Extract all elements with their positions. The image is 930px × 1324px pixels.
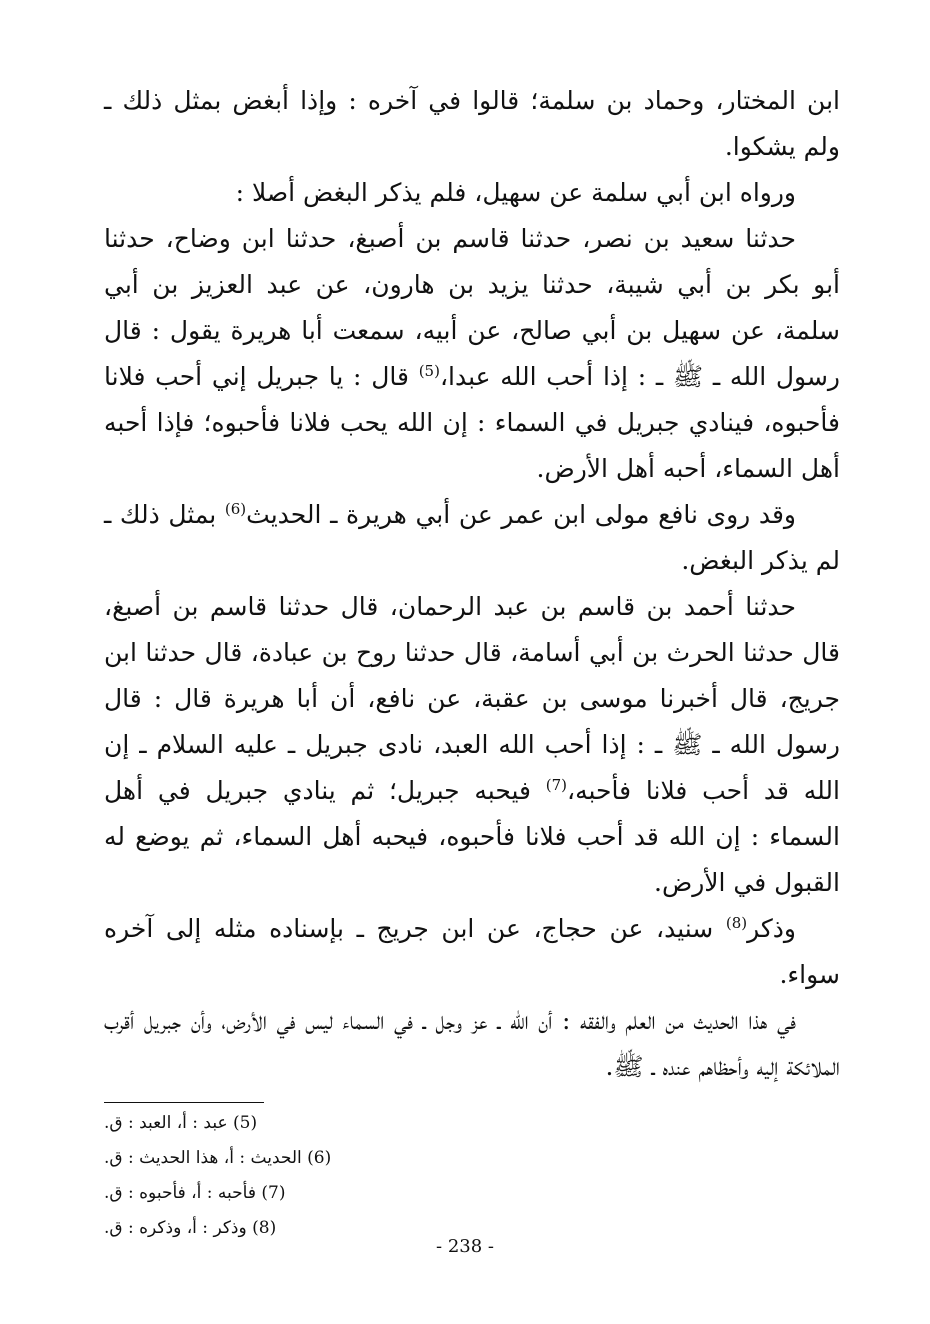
- text-run: فيحبه جبريل؛ ثم ينادي جبريل في أهل السماء : إن الله قد أحب فلانا فأحبوه، فيحبه أهل السماء، ثم يوضع له القبول في الأرض.: [104, 776, 840, 897]
- paragraph-4: [104, 492, 840, 584]
- footnote-reference: (5): [418, 362, 440, 380]
- footnote-separator-wrap: [104, 1090, 840, 1106]
- paragraph-6: [104, 906, 840, 998]
- footnote-7: (7) فأحبه : أ، فأحبوه : ق.: [104, 1183, 286, 1203]
- text-run: سنيد، عن حجاج، عن ابن جريج ـ بإسناده مثله إلى آخره سواء.: [104, 914, 840, 989]
- footnote-reference: (8): [725, 914, 748, 932]
- footnote-6: (6) الحديث : أ، هذا الحديث : ق.: [104, 1148, 332, 1168]
- page-number: - 238 -: [436, 1236, 494, 1257]
- footnote-5: (5) عبد : أ، العبد : ق.: [104, 1113, 258, 1133]
- footnotes: [104, 1106, 840, 1246]
- text-run: ابن المختار، وحماد بن سلمة؛ قالوا في آخره : وإذا أبغض بمثل ذلك ـ ولم يشكوا.: [104, 86, 840, 161]
- text-run: وذكر: [747, 914, 796, 943]
- footnote-reference: (7): [545, 776, 568, 794]
- text-run: ورواه ابن أبي سلمة عن سهيل، فلم يذكر البغض أصلا :: [235, 178, 796, 207]
- footnote-separator: [104, 1102, 264, 1103]
- paragraph-7: [104, 998, 840, 1090]
- footnote-reference: (6): [224, 500, 247, 518]
- paragraph-5: [104, 584, 840, 906]
- paragraph-3: [104, 216, 840, 492]
- text-run: بمثل ذلك ـ لم يذكر البغض.: [104, 500, 840, 575]
- footnote-8: (8) وذكر : أ، وذكره : ق.: [104, 1218, 277, 1238]
- document-page: [104, 78, 840, 1246]
- text-run: قال : يا جبريل إني أحب فلانا فأحبوه، فينادي جبريل في السماء : إن الله يحب فلانا فأحبوه؛ فإذا أحبه أهل السماء، أحبه أهل الأرض.: [104, 362, 840, 483]
- text-run: حدثنا أحمد بن قاسم بن عبد الرحمان، قال حدثنا قاسم بن أصبغ، قال حدثنا الحرث بن أبي أسامة، قال حدثنا روح بن عبادة، قال حدثنا ابن جريج، قال أخبرنا موسى بن عقبة، عن نافع، أن أبا هريرة قال : قال رسول الله ـ ﷺ ـ : إذا أحب الله العبد، نادى جبريل ـ عليه السلام ـ إن الله قد أحب فلانا فأحبه،: [104, 592, 840, 805]
- paragraph-2: [104, 170, 840, 216]
- text-run: حدثنا سعيد بن نصر، حدثنا قاسم بن أصبغ، حدثنا ابن وضاح، حدثنا أبو بكر بن أبي شيبة، حدثنا يزيد بن هارون، عن عبد العزيز بن أبي سلمة، عن سهيل بن أبي صالح، عن أبيه، سمعت أبا هريرة يقول : قال رسول الله ـ ﷺ ـ : إذا أحب الله عبدا،: [104, 224, 840, 391]
- text-run: في هذا الحديث من العلم والفقه : أن الله ـ عز وجل ـ في السماء ليس في الأرض، وأن جبريل أقرب الملائكة إليه وأحظاهم عنده ـ ﷺ.: [104, 1006, 840, 1081]
- paragraph-1: [104, 78, 840, 170]
- text-run: وقد روى نافع مولى ابن عمر عن أبي هريرة ـ الحديث: [246, 500, 796, 529]
- main-text: [104, 78, 840, 1090]
